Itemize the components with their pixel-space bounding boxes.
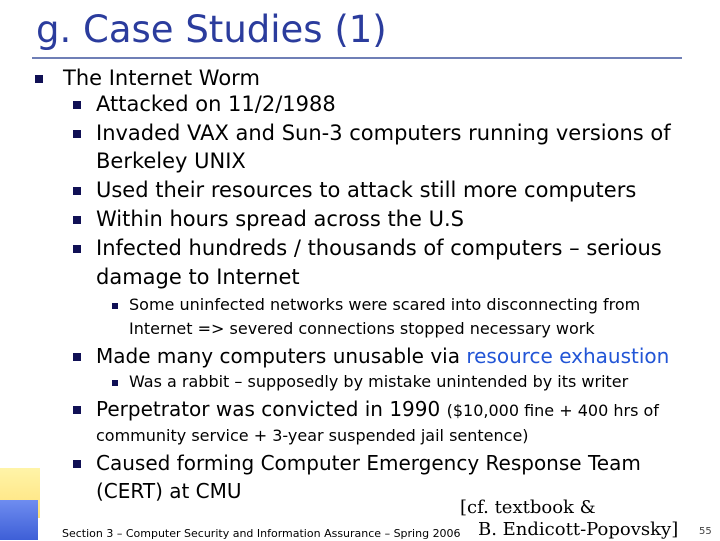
corner-decoration-blue xyxy=(0,500,38,540)
page-number: 55 xyxy=(699,526,712,537)
citation-line-1: [cf. textbook & xyxy=(460,497,596,518)
bullet-marker xyxy=(35,75,43,83)
bullet-text: Used their resources to attack still more computers xyxy=(96,178,637,202)
bullet-marker xyxy=(73,216,81,224)
bullet-text xyxy=(96,397,659,421)
title-divider xyxy=(32,57,682,59)
bullet-text: Within hours spread across the U.S xyxy=(96,207,464,231)
highlighted-term: resource exhaustion xyxy=(466,344,670,368)
bullet-marker xyxy=(73,130,81,138)
citation-line-2: B. Endicott-Popovsky] xyxy=(478,519,679,540)
bullet-text: Invaded VAX and Sun-3 computers running versions of xyxy=(96,121,671,145)
footer-citation xyxy=(460,497,679,541)
bullet-text: Caused forming Computer Emergency Response Team xyxy=(96,451,641,475)
bullet-marker xyxy=(73,187,81,195)
bullet-text-continuation: damage to Internet xyxy=(96,265,300,289)
bullet-marker xyxy=(73,101,81,109)
slide-title: g. Case Studies (1) xyxy=(36,8,387,51)
bullet-marker xyxy=(73,353,81,361)
bullet-text-plain: Made many computers unusable via xyxy=(96,344,467,368)
bullet-text: Some uninfected networks were scared into disconnecting from xyxy=(129,295,641,314)
bullet-marker xyxy=(73,406,81,414)
bullet-text-continuation: Internet => severed connections stopped necessary work xyxy=(129,319,595,338)
bullet-text-continuation: community service + 3-year suspended jail sentence) xyxy=(96,426,529,445)
bullet-marker xyxy=(73,245,81,253)
bullet-marker xyxy=(112,303,118,309)
bullet-text: The Internet Worm xyxy=(63,66,260,90)
bullet-text: Was a rabbit – supposedly by mistake unintended by its writer xyxy=(129,372,629,391)
bullet-text-continuation: Berkeley UNIX xyxy=(96,149,246,173)
footer-course-label: Section 3 – Computer Security and Information Assurance – Spring 2006 xyxy=(62,527,461,540)
bullet-text-continuation: (CERT) at CMU xyxy=(96,479,242,503)
bullet-marker xyxy=(112,380,118,386)
bullet-text: Infected hundreds / thousands of computers – serious xyxy=(96,236,662,260)
bullet-text-plain: Perpetrator was convicted in 1990 xyxy=(96,397,441,421)
bullet-text-small: ($10,000 fine + 400 hrs of xyxy=(446,401,659,420)
bullet-text: Attacked on 11/2/1988 xyxy=(96,92,336,116)
bullet-text xyxy=(96,344,669,368)
bullet-marker xyxy=(73,460,81,468)
